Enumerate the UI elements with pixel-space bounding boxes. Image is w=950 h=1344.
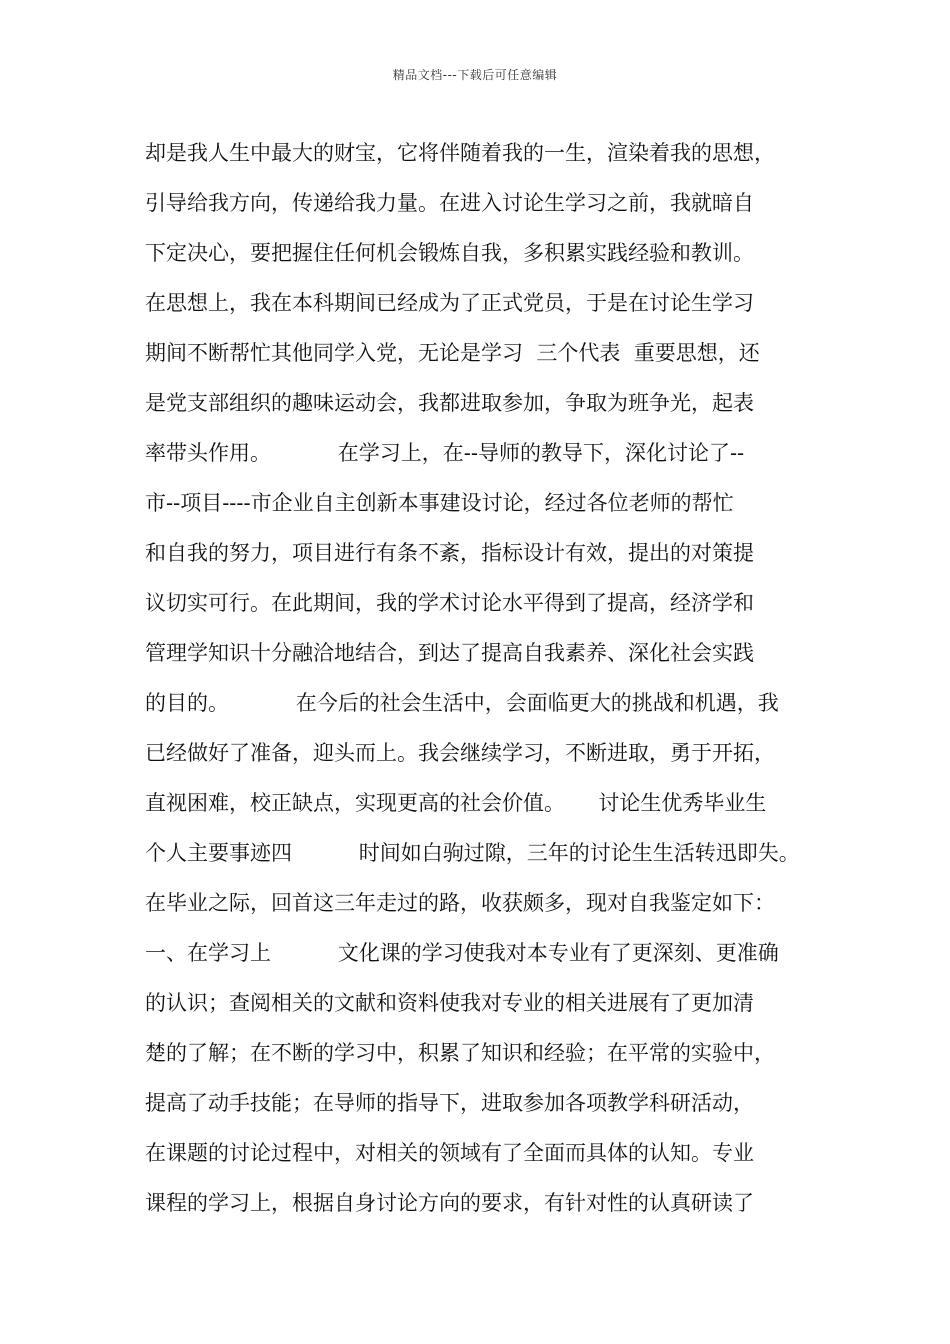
text-line: 直视困难，校正缺点，实现更高的社会价值。 讨论生优秀毕业生 xyxy=(145,791,767,815)
text-line: 在思想上，我在本科期间已经成为了正式党员，于是在讨论生学习 xyxy=(145,291,754,315)
text-line: 和自我的努力，项目进行有条不紊，指标设计有效，提出的对策提 xyxy=(145,541,754,565)
page-header: 精品文档---下载后可任意编辑 xyxy=(392,68,558,82)
text-line: 是党支部组织的趣味运动会，我都进取参加，争取为班争光，起表 xyxy=(145,391,754,415)
text-line: 期间不断帮忙其他同学入党，无论是学习 三个代表 重要思想，还 xyxy=(145,341,760,365)
text-line: 管理学知识十分融洽地结合，到达了提高自我素养、深化社会实践 xyxy=(145,641,754,665)
document-body xyxy=(145,128,825,1228)
text-line: 在课题的讨论过程中，对相关的领域有了全面而具体的认知。专业 xyxy=(145,1141,754,1165)
text-line: 课程的学习上，根据自身讨论方向的要求，有针对性的认真研读了 xyxy=(145,1191,754,1215)
text-line: 市--项目----市企业自主创新本事建设讨论，经过各位老师的帮忙 xyxy=(145,491,734,515)
text-line: 楚的了解；在不断的学习中，积累了知识和经验；在平常的实验中， xyxy=(145,1041,775,1065)
text-line: 引导给我方向，传递给我力量。在进入讨论生学习之前，我就暗自 xyxy=(145,191,754,215)
text-line: 下定决心，要把握住任何机会锻炼自我，多积累实践经验和教训。 xyxy=(145,241,754,265)
text-line: 的目的。 在今后的社会生活中，会面临更大的挑战和机遇，我 xyxy=(145,691,779,715)
text-line: 率带头作用。 在学习上，在--导师的教导下，深化讨论了-- xyxy=(145,441,745,465)
text-line: 已经做好了准备，迎头而上。我会继续学习，不断进取，勇于开拓， xyxy=(145,741,775,765)
text-line: 的认识；查阅相关的文献和资料使我对专业的相关进展有了更加清 xyxy=(145,991,754,1015)
text-line: 却是我人生中最大的财宝，它将伴随着我的一生，渲染着我的思想， xyxy=(145,141,775,165)
text-line: 议切实可行。在此期间，我的学术讨论水平得到了提高，经济学和 xyxy=(145,591,754,615)
text-line: 个人主要事迹四 时间如白驹过隙，三年的讨论生生活转迅即失。 xyxy=(145,841,800,865)
text-line: 一、在学习上 文化课的学习使我对本专业有了更深刻、更准确 xyxy=(145,941,779,965)
text-line: 在毕业之际，回首这三年走过的路，收获颇多，现对自我鉴定如下： xyxy=(145,891,775,915)
text-line: 提高了动手技能；在导师的指导下，进取参加各项教学科研活动， xyxy=(145,1091,754,1115)
